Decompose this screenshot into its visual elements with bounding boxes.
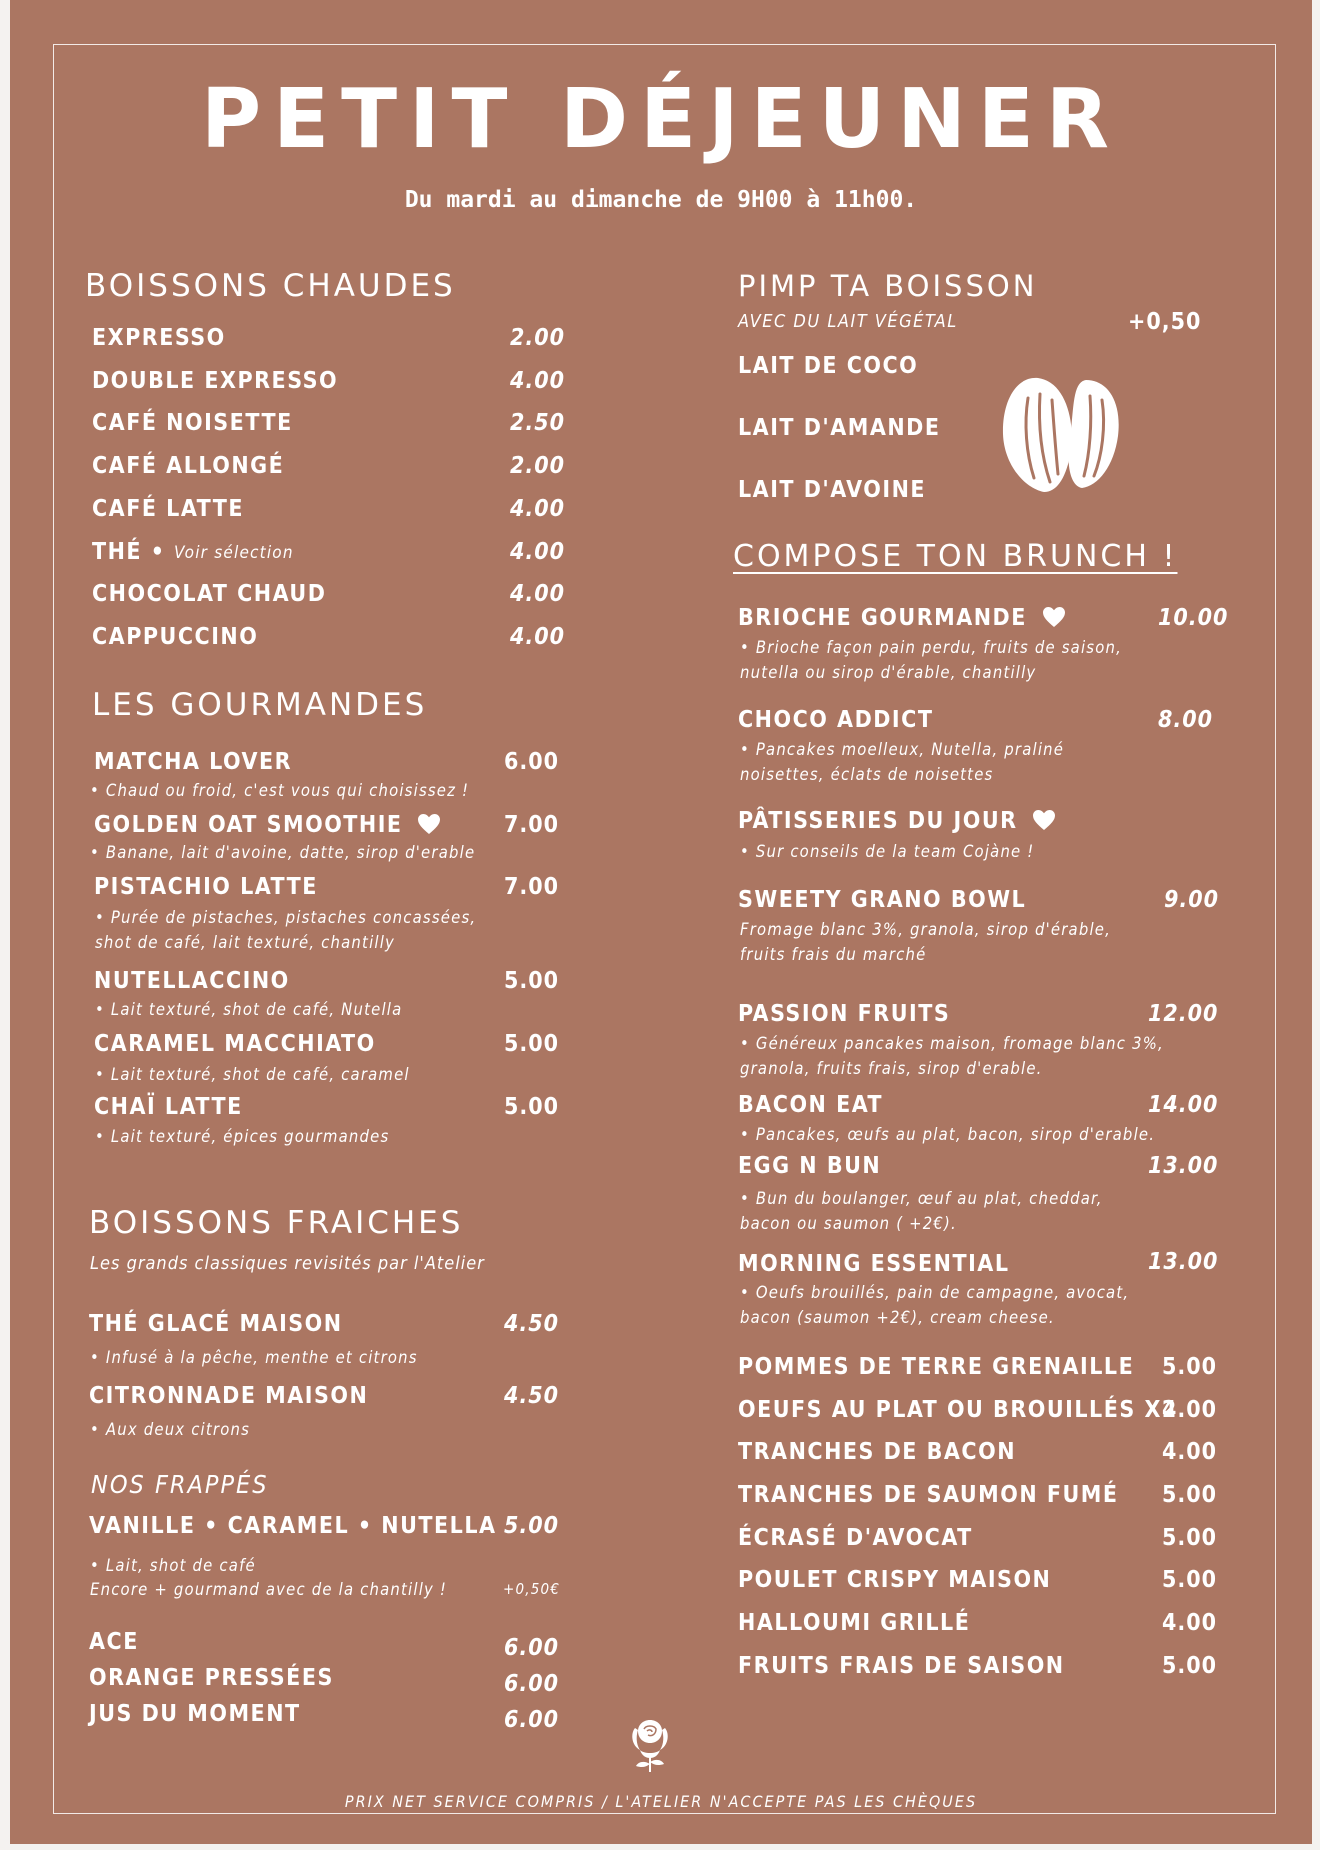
menu-item-name: NUTELLACCINO (94, 968, 290, 994)
menu-item-price: 9.00 (1164, 887, 1220, 913)
menu-item-name: THÉ GLACÉ MAISON (89, 1311, 343, 1337)
side-item-price: 5.00 (1162, 1354, 1218, 1380)
menu-item-name: JUS DU MOMENT (89, 1701, 301, 1727)
menu-item-name: SWEETY GRANO BOWL (738, 887, 1027, 913)
menu-item-price: 2.50 (510, 410, 566, 436)
menu-item-name: CARAMEL MACCHIATO (94, 1031, 376, 1057)
menu-item-label: GOLDEN OAT SMOOTHIE (94, 812, 403, 838)
menu-item-name (738, 604, 1066, 632)
menu-item-price: 10.00 (1158, 605, 1229, 631)
page-title: PETIT DÉJEUNER (200, 72, 1121, 167)
menu-item-price: 14.00 (1148, 1092, 1219, 1118)
menu-item-name: PISTACHIO LATTE (94, 874, 318, 900)
menu-item-price: 8.00 (1158, 707, 1214, 733)
side-item-price: 4.00 (1162, 1397, 1218, 1423)
menu-item-description: • Infusé à la pêche, menthe et citrons (90, 1348, 418, 1367)
menu-item-price: 4.00 (510, 368, 566, 394)
menu-item-description: • Pancakes, œufs au plat, bacon, sirop d'erable. (740, 1125, 1156, 1144)
side-item-price: 5.00 (1162, 1653, 1218, 1679)
menu-item-name: CITRONNADE MAISON (89, 1383, 369, 1409)
menu-item-name: PASSION FRUITS (738, 1001, 951, 1027)
menu-item-price: 6.00 (504, 1671, 560, 1697)
heart-icon (417, 813, 441, 835)
menu-item-description: • Oeufs brouillés, pain de campagne, avocat, bacon (saumon +2€), cream cheese. (740, 1283, 1130, 1327)
side-item-price: 5.00 (1162, 1525, 1218, 1551)
section-title-gourmandes: LES GOURMANDES (92, 687, 428, 723)
heart-icon (1042, 606, 1066, 628)
menu-item-description: • Brioche façon pain perdu, fruits de saison, nutella ou sirop d'érable, chantilly (740, 638, 1123, 682)
menu-item-description: Fromage blanc 3%, granola, sirop d'érable, fruits frais du marché (740, 920, 1112, 964)
menu-item-description: • Aux deux citrons (90, 1420, 251, 1439)
section-title-boissons-chaudes: BOISSONS CHAUDES (85, 268, 456, 304)
menu-item-name: MORNING ESSENTIAL (738, 1251, 1010, 1277)
side-item-name: POULET CRISPY MAISON (738, 1567, 1052, 1593)
menu-item-name: MATCHA LOVER (94, 749, 293, 775)
menu-item-name: CAPPUCCINO (92, 624, 259, 650)
menu-item-name: DOUBLE EXPRESSO (92, 368, 339, 394)
menu-item-name: THÉ • (92, 539, 166, 565)
menu-item-name: CAFÉ ALLONGÉ (92, 453, 285, 479)
section-intro: Les grands classiques revisités par l'Atelier (90, 1253, 485, 1274)
side-item-name: TRANCHES DE SAUMON FUMÉ (738, 1482, 1119, 1508)
menu-item-price: 2.00 (510, 325, 566, 351)
menu-item-price: 5.00 (504, 968, 560, 994)
menu-item-price: 4.50 (504, 1311, 560, 1337)
menu-item-name: LAIT DE COCO (738, 353, 919, 379)
menu-item-note: Voir sélection (174, 543, 294, 563)
opening-hours: Du mardi au dimanche de 9H00 à 11h00. (404, 187, 918, 213)
menu-item-description: • Lait texturé, shot de café, Nutella (95, 1000, 403, 1019)
side-item-price: 5.00 (1162, 1482, 1218, 1508)
menu-item-name: VANILLE • CARAMEL • NUTELLA (89, 1513, 497, 1539)
menu-item-name: CHOCOLAT CHAUD (92, 581, 327, 607)
menu-item-description: • Lait texturé, shot de café, caramel (95, 1065, 410, 1084)
menu-item-name: CHOCO ADDICT (738, 707, 934, 733)
menu-item-price: 4.00 (510, 539, 566, 565)
menu-item-price: 4.00 (510, 624, 566, 650)
menu-item-name: BACON EAT (738, 1092, 884, 1118)
menu-item-name: CHAÏ LATTE (94, 1094, 243, 1120)
section-title-boissons-fraiches: BOISSONS FRAICHES (89, 1205, 464, 1241)
menu-item-label: PÂTISSERIES DU JOUR (738, 808, 1018, 834)
menu-item-name: LAIT D'AVOINE (738, 477, 927, 503)
side-item-name: TRANCHES DE BACON (738, 1439, 1017, 1465)
side-item-price: 4.00 (1162, 1439, 1218, 1465)
menu-item-description: • Lait, shot de café (90, 1556, 256, 1575)
heart-icon (1032, 809, 1056, 831)
side-item-name: POMMES DE TERRE GRENAILLE (738, 1354, 1135, 1380)
menu-item-name (738, 807, 1056, 835)
side-item-name: OEUFS AU PLAT OU BROUILLÉS X2 (738, 1397, 1178, 1423)
menu-item-description: • Pancakes moelleux, Nutella, praliné noisettes, éclats de noisettes (740, 740, 1065, 784)
menu-item-price: 4.50 (504, 1383, 560, 1409)
menu-item-description: Encore + gourmand avec de la chantilly ! (90, 1580, 448, 1599)
menu-item-name: LAIT D'AMANDE (738, 415, 941, 441)
menu-item-price: 5.00 (504, 1094, 560, 1120)
menu-item-description: • Généreux pancakes maison, fromage blanc 3%, granola, fruits frais, sirop d'erable. (740, 1034, 1164, 1078)
menu-item-name: EXPRESSO (92, 325, 226, 351)
menu-item-description: • Lait texturé, épices gourmandes (95, 1127, 390, 1146)
menu-item-price: 5.00 (504, 1031, 560, 1057)
subsection-title-frappes: NOS FRAPPÉS (91, 1470, 269, 1499)
menu-item-name: ACE (89, 1629, 139, 1655)
menu-item-price: 5.00 (504, 1513, 560, 1539)
side-item-name: HALLOUMI GRILLÉ (738, 1610, 971, 1636)
menu-item-name: ORANGE PRESSÉES (89, 1665, 334, 1691)
menu-item-description: • Bun du boulanger, œuf au plat, cheddar, bacon ou saumon ( +2€). (740, 1189, 1103, 1233)
side-item-name: ÉCRASÉ D'AVOCAT (738, 1525, 973, 1551)
pimp-price: +0,50 (1128, 309, 1202, 335)
section-title-pimp: PIMP TA BOISSON (738, 269, 1038, 303)
menu-item-price: 6.00 (504, 749, 560, 775)
menu-item-price: 6.00 (504, 1635, 560, 1661)
menu-item-description: • Sur conseils de la team Cojàne ! (740, 842, 1035, 861)
side-item-price: 4.00 (1162, 1610, 1218, 1636)
menu-item-price: 12.00 (1148, 1001, 1219, 1027)
menu-item-name: EGG N BUN (738, 1153, 882, 1179)
section-title-brunch: COMPOSE TON BRUNCH ! (733, 539, 1178, 574)
menu-item-description: • Purée de pistaches, pistaches concassées, shot de café, lait texturé, chantilly (95, 908, 477, 952)
almond-icon (998, 368, 1128, 498)
menu-item-price: 2.00 (510, 453, 566, 479)
extra-price: +0,50€ (503, 1580, 561, 1598)
pimp-subtitle: AVEC DU LAIT VÉGÉTAL (738, 311, 958, 332)
menu-item-price: 4.00 (510, 496, 566, 522)
menu-item-name: CAFÉ NOISETTE (92, 410, 293, 436)
menu-item-price: 7.00 (504, 874, 560, 900)
menu-item-description: • Chaud ou froid, c'est vous qui choisissez ! (90, 781, 470, 800)
menu-item-name: CAFÉ LATTE (92, 496, 244, 522)
side-item-name: FRUITS FRAIS DE SAISON (738, 1653, 1065, 1679)
menu-item-price: 4.00 (510, 581, 566, 607)
menu-item-name (94, 811, 441, 839)
menu-item-price: 6.00 (504, 1707, 560, 1733)
menu-item-label: BRIOCHE GOURMANDE (738, 605, 1027, 631)
menu-page (10, 0, 1312, 1844)
footer-note: PRIX NET SERVICE COMPRIS / L'ATELIER N'ACCEPTE PAS LES CHÈQUES (344, 1792, 978, 1811)
side-item-price: 5.00 (1162, 1567, 1218, 1593)
rose-icon (626, 1716, 674, 1774)
menu-item-price: 13.00 (1148, 1249, 1219, 1275)
menu-item-price: 13.00 (1148, 1153, 1219, 1179)
menu-item-description: • Banane, lait d'avoine, datte, sirop d'erable (90, 843, 476, 862)
menu-item-price: 7.00 (504, 812, 560, 838)
